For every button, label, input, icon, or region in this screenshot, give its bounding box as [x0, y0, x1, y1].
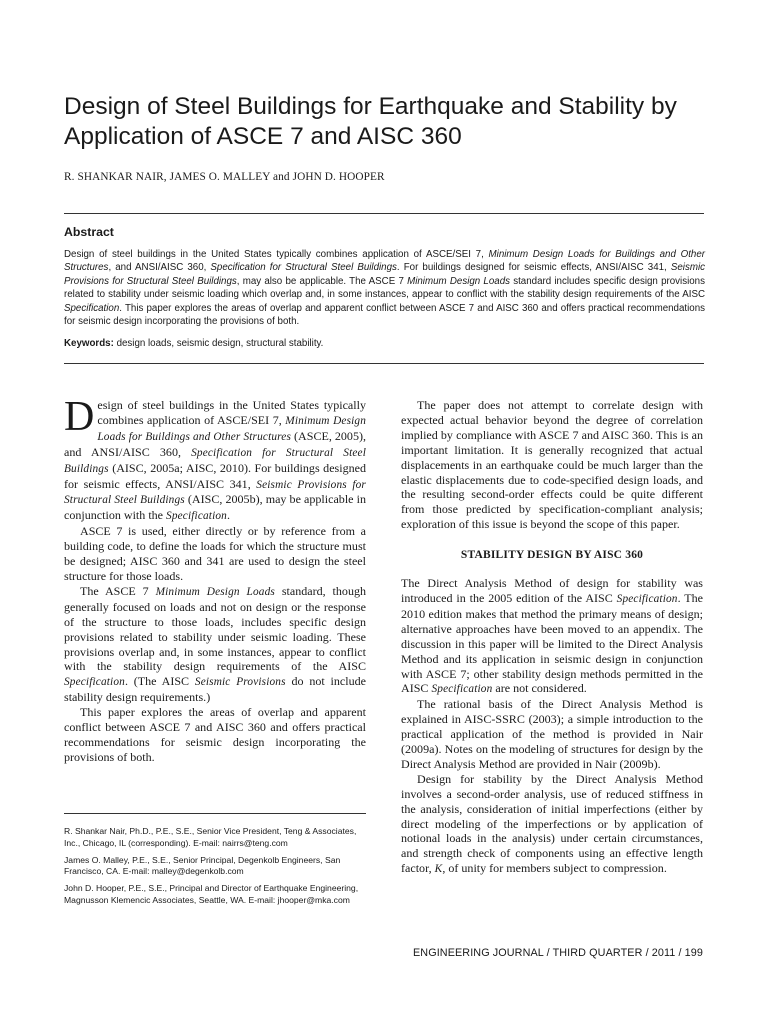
italic-run: Specification	[166, 510, 227, 523]
paper-title: Design of Steel Buildings for Earthquake and Stability by Application of ASCE 7 and AISC 360	[64, 93, 677, 150]
italic-run: Minimum Design Loads	[155, 585, 275, 598]
footnote: John D. Hooper, P.E., S.E., Principal and Director of Earthquake Engineering, Magnusson Klemencic Associates, Seattle, WA. E-mail: jhooper@mka.com	[64, 883, 359, 905]
drop-cap: D	[64, 394, 95, 440]
footnote-rule	[64, 813, 366, 814]
italic-run: Specification	[616, 592, 678, 605]
italic-run: Seismic Provisions	[194, 676, 286, 689]
footnote: James O. Malley, P.E., S.E., Senior Principal, Degenkolb Engineers, San Francisco, CA. E-mail: malley@degenkolb.com	[64, 854, 341, 877]
italic-run: Minimum Design Loads	[407, 275, 510, 287]
body-paragraph	[64, 394, 367, 524]
abstract-text: Design of steel buildings in the United States typically combines application of ASCE/SEI 7, Minimum Design Loads for Buildings and Other Structures, and ANSI/AISC 360, Specification for Structural Steel Buildings. For buildings designed for seismic effects, ANSI/AISC 341, Seismic Provisions for Structural Steel Buildings, may also be applicable. The ASCE 7 Minimum Design Loads standard includes specific design provisions related to stability under seismic loading which overlap and, in some instances, appear to conflict with the stability design requirements of the AISC Specification. This paper explores the areas of overlap and apparent conflict between ASCE 7 and AISC 360 and offers practical recommendations for seismic design incorporating the provisions of both.	[64, 249, 705, 328]
body-paragraph: ASCE 7 is used, either directly or by reference from a building code, to define the loads for which the structure must be designed; AISC 360 and 341 are used to design the steel structure for those loads.	[64, 524, 366, 583]
keywords-text: design loads, seismic design, structural stability.	[113, 338, 324, 349]
body-paragraph: The ASCE 7 Minimum Design Loads standard, though generally focused on loads and not on design or the response of the structure to those loads, includes specific design provisions related to stability under seismic loading. These provisions overlap and, in some instances, appear to conflict with the stability design requirements of the AISC Specification. (The AISC Seismic Provisions do not include stability design requirements.)	[64, 583, 367, 705]
italic-run: Specification for Structural Steel Buildings	[64, 446, 366, 475]
italic-run: Specification for Structural Steel Buildings	[210, 262, 397, 274]
italic-run: Minimum Design Loads for Buildings and Other Structures	[97, 414, 367, 443]
italic-run: Specification	[64, 676, 125, 689]
italic-run: Seismic Provisions for Structural Steel Buildings	[64, 262, 705, 287]
body-paragraph: The Direct Analysis Method of design for stability was introduced in the 2005 edition of the AISC Specification. The 2010 edition makes that method the primary means of design; alternative approaches have been moved to an appendix. The discussion in this paper will be limited to the Direct Analysis Method and its application in seismic design in conjunction with ASCE 7; other stability design methods permitted in the AISC Specification are not considered.	[401, 576, 703, 696]
body-paragraph: Design for stability by the Direct Analysis Method involves a second-order analysis, use of reduced stiffness in the analysis, consideration of initial imperfections (either by direct modeling of the imperfections or by application of notional loads in the analysis) under certain circumstances, and strength check of components using an effective length factor, K, of unity for members subject to compression.	[401, 771, 703, 876]
abstract-rule	[64, 363, 704, 364]
keywords-label: Keywords:	[64, 338, 114, 349]
italic-run: Specification	[64, 302, 120, 314]
keywords-line	[64, 338, 704, 349]
italic-run: Minimum Design Loads for Buildings and Other Structures	[64, 249, 705, 274]
italic-run: Specification	[431, 683, 493, 696]
italic-run: K	[434, 863, 443, 876]
body-paragraph: The paper does not attempt to correlate design with expected actual behavior beyond the degree of correlation implied by compliance with ASCE 7 and AISC 360. This is an important limitation. It is generally recognized that actual displacements in an earthquake could be much larger than the elastic displacements due to code-specified design loads, and the resulting second-order effects could be quite different from those predicted by specification-compliant analysis; exploration of this issue is beyond the scope of this paper.	[401, 398, 703, 532]
page-footer: ENGINEERING JOURNAL / THIRD QUARTER / 2011 / 199	[413, 947, 703, 959]
abstract-heading: Abstract	[64, 225, 114, 239]
author-line: R. SHANKAR NAIR, JAMES O. MALLEY and JOHN D. HOOPER	[64, 171, 385, 183]
section-heading: STABILITY DESIGN BY AISC 360	[460, 549, 644, 562]
footnote: R. Shankar Nair, Ph.D., P.E., S.E., Senior Vice President, Teng & Associates, Inc., Chicago, IL (corresponding). E-mail: nairrs@teng.com	[64, 826, 357, 848]
paragraph-text: esign of steel buildings in the United States typically combines application of ASCE/SEI 7, Minimum Design Loads for Buildings and Other Structures (ASCE, 2005), and ANSI/AISC 360, Specification for Structural Steel Buildings (AISC, 2005a; AISC, 2010). For buildings designed for seismic effects, ANSI/AISC 341, Seismic Provisions for Structural Steel Buildings (AISC, 2005b), may be applicable in conjunction with the Specification.	[64, 398, 367, 523]
body-paragraph: The rational basis of the Direct Analysis Method is explained in AISC-SSRC (2003); a simple introduction to the practical application of the method is provided in Nair (2009a). Notes on the modeling of structures for design by the Direct Analysis Method are provided in Nair (2009b).	[401, 697, 703, 771]
header-rule	[64, 213, 704, 214]
body-paragraph: This paper explores the areas of overlap and apparent conflict between ASCE 7 and AISC 360 and offers practical recommendations for seismic design incorporating the provisions of both.	[64, 705, 366, 764]
italic-run: Seismic Provisions for Structural Steel Buildings	[64, 478, 366, 507]
left-column	[64, 394, 367, 765]
author-footnotes	[64, 826, 366, 912]
right-column	[401, 398, 703, 877]
